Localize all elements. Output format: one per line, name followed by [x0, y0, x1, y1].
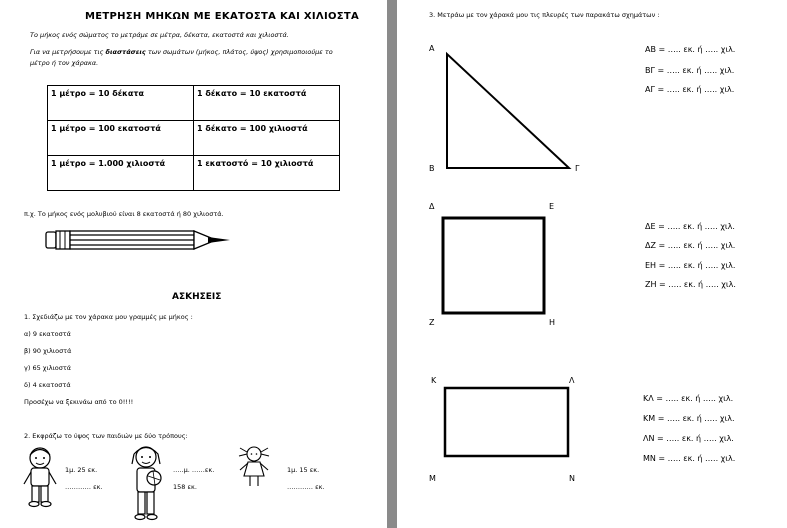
- vertex-label: Ν: [569, 474, 575, 483]
- triangle-measure-line: ΑΓ = ….. εκ. ή ….. χιλ.: [645, 85, 735, 94]
- vertex-label: Β: [429, 164, 435, 173]
- kid-3-height-a: 1μ. 15 εκ.: [287, 466, 320, 474]
- small-girl-icon: [236, 444, 272, 490]
- vertex-label: Λ: [569, 376, 575, 385]
- example-text: π.χ. Το μήκος ενός μολυβιού είναι 8 εκατοστά ή 80 χιλιοστά.: [24, 210, 224, 218]
- table-row: [48, 156, 340, 191]
- table-cell: 1 μέτρο = 10 δέκατα: [48, 86, 194, 121]
- exercise-1-item: α) 9 εκατοστά: [24, 330, 71, 338]
- vertex-label: Η: [549, 318, 556, 327]
- table-cell: 1 μέτρο = 1.000 χιλιοστά: [48, 156, 194, 191]
- right-page: [397, 0, 787, 528]
- vertex-label: Α: [429, 44, 435, 53]
- exercises-heading: ΑΣΚΗΣΕΙΣ: [172, 292, 222, 302]
- rectangle-measure-line: ΚΜ = ….. εκ. ή ….. χιλ.: [643, 414, 735, 423]
- intro-line-2: Για να μετρήσουμε τις διαστάσεις των σωμάτων (μήκος, πλάτος, ύψος) χρησιμοποιούμε το: [30, 48, 333, 56]
- vertex-label: Δ: [429, 202, 435, 211]
- page-title: ΜΕΤΡΗΣΗ ΜΗΚΩΝ ΜΕ ΕΚΑΤΟΣΤΑ ΚΑΙ ΧΙΛΙΟΣΤΑ: [85, 11, 360, 22]
- left-page: [0, 0, 387, 528]
- intro-line-3: μέτρο ή τον χάρακα.: [30, 59, 99, 67]
- kid-2-height-b: 158 εκ.: [173, 483, 197, 491]
- vertex-label: Ζ: [429, 318, 435, 327]
- exercise-1-note: Προσέχω να ξεκινάω από το 0!!!!: [24, 398, 134, 406]
- square-measure-line: ΔΕ = ….. εκ. ή ….. χιλ.: [645, 222, 735, 231]
- rectangle-measure-line: ΜΝ = ….. εκ. ή ….. χιλ.: [643, 454, 736, 463]
- table-cell: 1 δέκατο = 100 χιλιοστά: [194, 121, 340, 156]
- kid-1-height-a: 1μ. 25 εκ.: [65, 466, 98, 474]
- square-measure-line: ΕΗ = ….. εκ. ή ….. χιλ.: [645, 261, 736, 270]
- table-row: [48, 121, 340, 156]
- square-measure-line: ΔΖ = ….. εκ. ή ….. χιλ.: [645, 241, 736, 250]
- exercise-1-item: γ) 65 χιλιοστά: [24, 364, 72, 372]
- table-row: [48, 86, 340, 121]
- kid-3-height-b: ………… εκ.: [287, 483, 325, 491]
- triangle-measure-line: ΒΓ = ….. εκ. ή ….. χιλ.: [645, 66, 735, 75]
- exercise-1-item: δ) 4 εκατοστά: [24, 381, 71, 389]
- units-table: [47, 85, 340, 191]
- vertex-label: Ε: [549, 202, 555, 211]
- intro-line-1: Το μήκος ενός σώματος το μετράμε σε μέτρα, δέκατα, εκατοστά και χιλιοστά.: [30, 31, 289, 39]
- exercise-2-title: 2. Εκφράζω το ύψος των παιδιών με δύο τρόπους:: [24, 432, 188, 440]
- pencil-icon: [44, 227, 234, 253]
- triangle-measure-line: ΑΒ = ….. εκ. ή ….. χιλ.: [645, 45, 736, 54]
- kid-2-height-a: …..μ. ……εκ.: [173, 466, 215, 474]
- rectangle-measure-line: ΛΝ = ….. εκ. ή ….. χιλ.: [643, 434, 734, 443]
- vertex-label: Κ: [431, 376, 437, 385]
- vertex-label: Γ: [575, 164, 580, 173]
- rectangle-measure-line: ΚΛ = ….. εκ. ή ….. χιλ.: [643, 394, 734, 403]
- girl-with-ball-icon: [126, 444, 166, 524]
- square-measure-line: ΖΗ = ….. εκ. ή ….. χιλ.: [645, 280, 736, 289]
- boy-figure-icon: [20, 446, 60, 508]
- table-cell: 1 εκατοστό = 10 χιλιοστά: [194, 156, 340, 191]
- table-cell: 1 δέκατο = 10 εκατοστά: [194, 86, 340, 121]
- exercise-3-title: 3. Μετράω με τον χάρακά μου τις πλευρές των παρακάτω σχημάτων :: [429, 11, 660, 19]
- exercise-1-item: β) 90 χιλιοστά: [24, 347, 72, 355]
- vertex-label: Μ: [429, 474, 436, 483]
- exercise-1-title: 1. Σχεδιάζω με τον χάρακα μου γραμμές με μήκος :: [24, 313, 193, 321]
- kid-1-height-b: ………… εκ.: [65, 483, 103, 491]
- table-cell: 1 μέτρο = 100 εκατοστά: [48, 121, 194, 156]
